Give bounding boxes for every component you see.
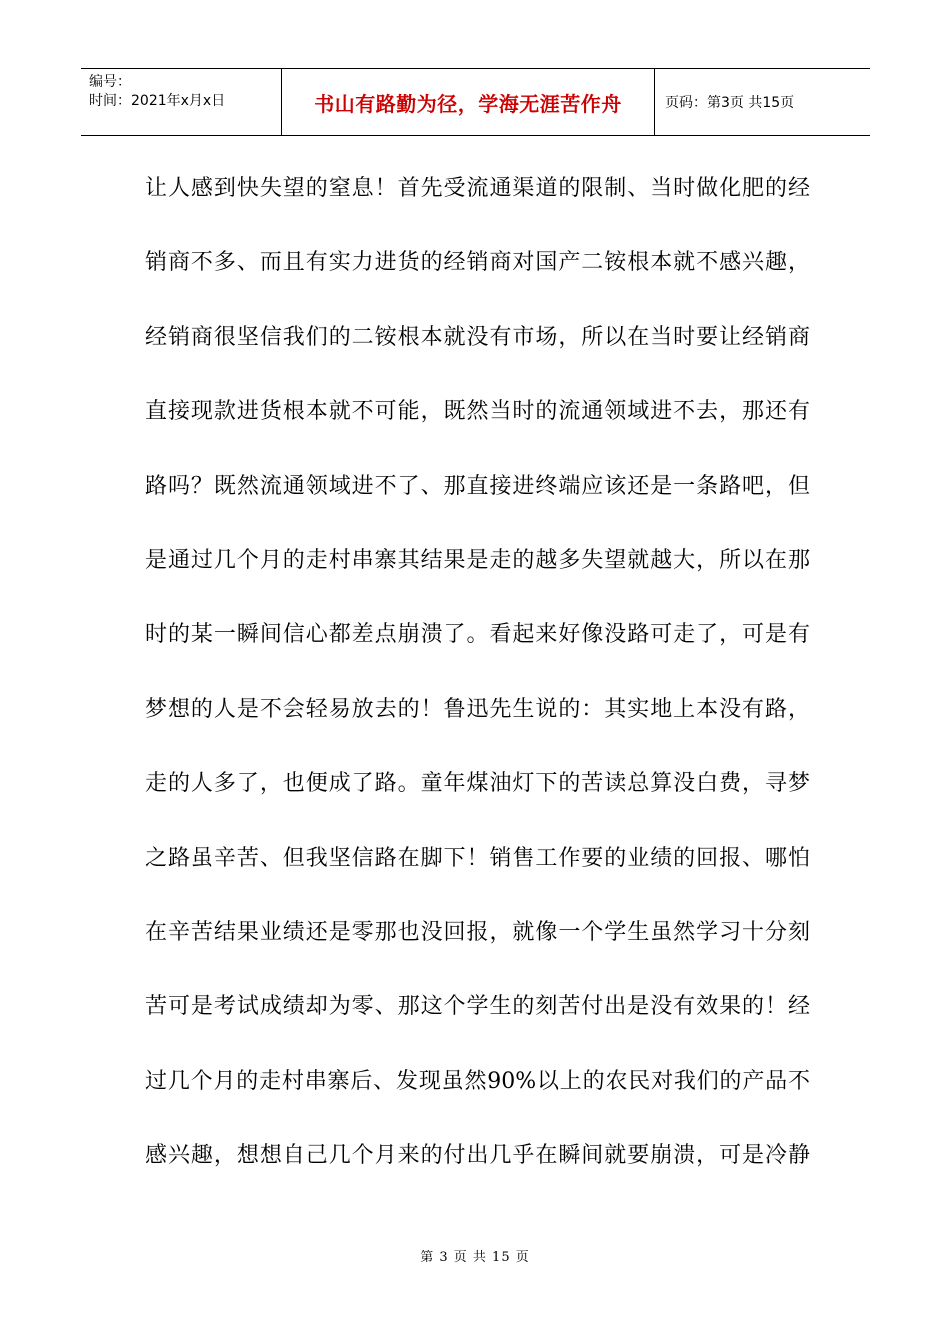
- text-line: 梦想的人是不会轻易放去的！鲁迅先生说的：其实地上本没有路，: [145, 696, 810, 722]
- text-line: 走的人多了，也便成了路。童年煤油灯下的苦读总算没白费，寻梦: [145, 771, 810, 797]
- text-line: 路吗？既然流通领域进不了、那直接进终端应该还是一条路吧，但: [145, 473, 810, 499]
- text-line: 直接现款进货根本就不可能，既然当时的流通领域进不去，那还有: [145, 399, 810, 425]
- text-line: 让人感到快失望的窒息！首先受流通渠道的限制、当时做化肥的经: [145, 176, 810, 201]
- text-line: 销商不多、而且有实力进货的经销商对国产二铵根本就不感兴趣，: [145, 250, 810, 276]
- time-label: 时间：2021年x月x日: [89, 93, 226, 109]
- text-line: 是通过几个月的走村串寨其结果是走的越多失望就越大，所以在那: [145, 547, 810, 573]
- header-page-info: 页码：第3页 共15页: [665, 95, 795, 111]
- header-meta: [81, 69, 282, 135]
- text-line: 感兴趣，想想自己几个月来的付出几乎在瞬间就要崩溃，可是冷静: [145, 1143, 810, 1169]
- text-line: 在辛苦结果业绩还是零那也没回报，就像一个学生虽然学习十分刻: [145, 919, 810, 945]
- text-line: 苦可是考试成绩却为零、那这个学生的刻苦付出是没有效果的！经: [145, 994, 810, 1020]
- page-header: [81, 68, 870, 136]
- page-footer: 第 3 页 共 15 页: [420, 1250, 530, 1265]
- text-line: 经销商很坚信我们的二铵根本就没有市场，所以在当时要让经销商: [145, 324, 810, 350]
- header-motto: 书山有路勤为径，学海无涯苦作舟: [282, 69, 655, 135]
- text-line: 过几个月的走村串寨后、发现虽然90%以上的农民对我们的产品不: [145, 1068, 810, 1094]
- text-line: 之路虽辛苦、但我坚信路在脚下！销售工作要的业绩的回报、哪怕: [145, 845, 810, 871]
- text-line: 时的某一瞬间信心都差点崩溃了。看起来好像没路可走了，可是有: [145, 622, 810, 648]
- code-label: 编号：: [89, 74, 131, 90]
- document-body: [145, 152, 810, 1193]
